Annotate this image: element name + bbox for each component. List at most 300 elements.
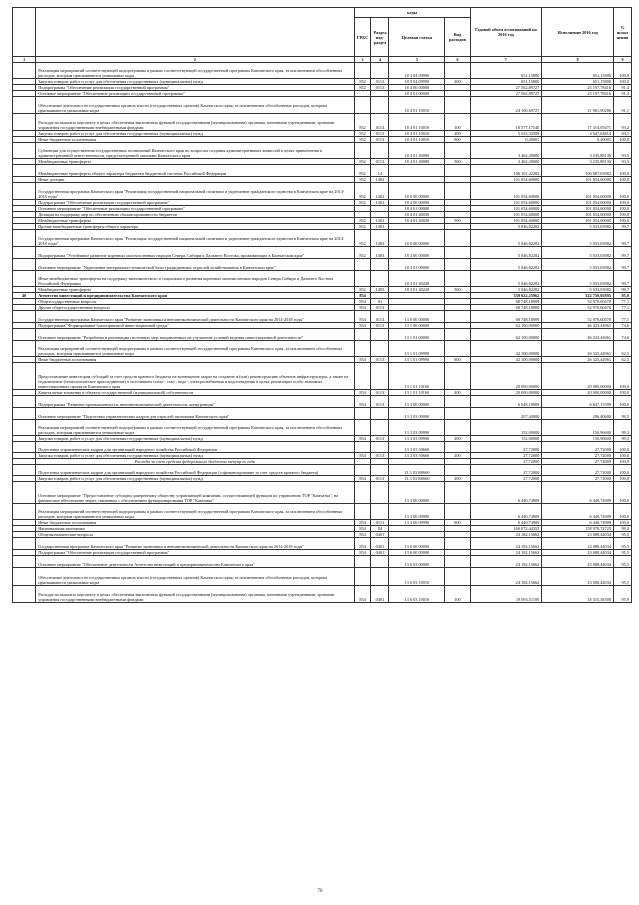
row-number (13, 259, 36, 271)
row-pct: 99,7 (614, 287, 632, 293)
row-razdel (371, 556, 389, 568)
row-grbs (354, 442, 371, 453)
row-grbs: 852 (354, 131, 371, 137)
row-vid (445, 482, 470, 504)
row-grbs: 854 (354, 311, 371, 323)
row-razdel: 0113 (371, 390, 389, 396)
row-number (13, 97, 36, 114)
row-name: Подпрограмма "Формирование благоприятной инвестиционной среды" (36, 323, 354, 329)
row-name: Межбюджетные трансферты (36, 159, 354, 165)
row-fact: 23 088,44034 (542, 538, 614, 550)
row-pct: 100,0 (614, 504, 632, 520)
row-pct: 100,0 (614, 396, 632, 408)
row-plan: 24 182,15662 (470, 556, 542, 568)
row-plan: 68 748,18909 (470, 305, 542, 311)
row-plan: 651,15800 (470, 63, 542, 79)
row-name: Субвенции для осуществления государственных полномочий Камчатского края по вопросам создания административных комиссий в целях привлечения к административной ответственности, предусмотренной законами Камчатского края (36, 143, 354, 159)
row-number: 40 (13, 293, 36, 299)
row-fact: 26 323,44961 (542, 341, 614, 357)
row-pct: 93,5 (614, 143, 632, 159)
row-number (13, 465, 36, 476)
row-pct: 99,7 (614, 247, 632, 259)
header-razdel: Раздел, под-раздел (371, 18, 389, 57)
page-number: 70 (317, 889, 323, 894)
row-grbs: 852 (354, 85, 371, 91)
row-target: 13 0 00 00000 (389, 311, 445, 323)
row-razdel: 1402 (371, 200, 389, 206)
row-grbs: 854 (354, 390, 371, 396)
row-fact: 3 235,88130 (542, 143, 614, 159)
row-target: 18 3 00 00000 (389, 247, 445, 259)
row-pct: 100,0 (614, 200, 632, 206)
row-fact: 651,15800 (542, 63, 614, 79)
row-plan: 20 000,00000 (470, 363, 542, 390)
row-name: Реализация мероприятий соответствующей подпрограммы в рамках соответствующей государственной программы Камчатского края, за исключением обособленных расходов, которым присваиваются уникальные коды (36, 420, 354, 436)
table-row (13, 247, 632, 259)
table-row (13, 363, 632, 390)
row-razdel: 1403 (371, 224, 389, 230)
row-target: 13 3 03 50660 (389, 442, 445, 453)
budget-report-sheet (12, 7, 632, 887)
row-plan: 5 046,82282 (470, 247, 542, 259)
row-pct: 100,0 (614, 459, 632, 465)
row-vid (445, 408, 470, 420)
row-vid (445, 504, 470, 520)
row-grbs (354, 363, 371, 390)
row-fact: 101 054,60000 (542, 218, 614, 224)
row-pct: 93,2 (614, 114, 632, 131)
row-target: 18 4 01 10010 (389, 137, 445, 143)
row-fact: 4 647,64814 (542, 131, 614, 137)
row-number (13, 363, 36, 390)
row-pct: 84,1 (614, 131, 632, 137)
row-grbs (354, 143, 371, 159)
row-grbs: 854 (354, 293, 371, 299)
row-vid: 500 (445, 218, 470, 224)
header-target: Целевая статья (389, 18, 445, 57)
row-vid: 100 (445, 586, 470, 603)
row-plan: 24 182,15662 (470, 532, 542, 538)
row-target: 18 4 00 00000 (389, 200, 445, 206)
row-number (13, 538, 36, 550)
header-vid: Вид расходов (445, 18, 470, 57)
header-index: 7 (470, 57, 542, 63)
row-name: Подпрограмма "Устойчивое развитие коренных малочисленных народов Севера, Сибири и Дальнего Востока, проживающих в Камчатском крае" (36, 247, 354, 259)
row-fact: 101 054,60000 (542, 212, 614, 218)
row-name: Подготовка управленческих кадров для организаций народного хозяйства Российской Федерации (36, 442, 354, 453)
row-target: 18 0 00 00000 (389, 230, 445, 247)
row-target: 18 4 00 00000 (389, 85, 445, 91)
row-plan: 24 182,15662 (470, 538, 542, 550)
row-razdel: 0113 (371, 357, 389, 363)
row-razdel (371, 363, 389, 390)
row-pct: 62,5 (614, 357, 632, 363)
row-fact: 20 000,00000 (542, 390, 614, 396)
row-plan: 101 054,60000 (470, 218, 542, 224)
row-razdel: 1402 (371, 177, 389, 183)
row-grbs: 852 (354, 137, 371, 143)
row-razdel: 0113 (371, 323, 389, 329)
row-name: Основное мероприятие "Обеспечение реализации государственной программы" (36, 206, 354, 212)
row-name: Основное мероприятие "Предоставление субсидии доверенному обществу управляющей компании, осуществляющей функции по управлению ТОР "Камчатка", на финансовое обеспечение затрат, связанных с обеспечением функционирования ТОР "Камчатка" (36, 482, 354, 504)
row-fact: 5 033,03982 (542, 271, 614, 287)
row-pct: 100,0 (614, 137, 632, 143)
row-name: Иные бюджетные ассигнования (36, 357, 354, 363)
row-razdel: 1403 (371, 247, 389, 259)
row-grbs: 854 (354, 453, 371, 459)
header-name (36, 8, 354, 57)
row-fact: 23 088,44034 (542, 532, 614, 538)
row-fact: 27,72000 (542, 476, 614, 482)
row-plan: 24 182,15662 (470, 550, 542, 556)
row-vid (445, 247, 470, 259)
row-razdel (371, 442, 389, 453)
row-target: 13 1 01 10160 (389, 390, 445, 396)
row-pct: 100,0 (614, 520, 632, 526)
row-plan: 101 054,60000 (470, 200, 542, 206)
row-vid (445, 538, 470, 550)
row-vid (445, 311, 470, 323)
row-plan: 6 648,18909 (470, 396, 542, 408)
row-fact: 46 323,44961 (542, 329, 614, 341)
row-plan: 24 182,15662 (470, 568, 542, 586)
row-plan: 5 046,82282 (470, 224, 542, 230)
row-pct: 95,5 (614, 550, 632, 556)
row-number (13, 568, 36, 586)
row-pct: 100,0 (614, 206, 632, 212)
row-pct: 100,0 (614, 442, 632, 453)
row-plan: 27,72000 (470, 442, 542, 453)
row-name: Основное мероприятие "Подготовка управленческих кадров для отраслей экономики Камчатского края" (36, 408, 354, 420)
row-name: Предоставление инвесторам субсидий за счет средств краевого бюджета на возмещение затрат на создание и (или) реконструкцию объектов инфраструктуры, а также на подключение (технологическое присоединение) к источникам тепло-, газо-, водо-, электроснабжения и водоотведения в целях реализации особо значимых инвестиционных проектов Камчатского края (36, 363, 354, 390)
row-razdel (371, 97, 389, 114)
row-target: 13 3 03 00000 (389, 408, 445, 420)
row-name: Иные бюджетные ассигнования (36, 520, 354, 526)
table-row (13, 556, 632, 568)
row-target: 18 4 01 40080 (389, 143, 445, 159)
row-vid (445, 97, 470, 114)
row-grbs (354, 259, 371, 271)
row-razdel: 0113 (371, 85, 389, 91)
row-pct: 100,0 (614, 453, 632, 459)
row-grbs: 854 (354, 436, 371, 442)
row-grbs (354, 482, 371, 504)
row-razdel (371, 420, 389, 436)
row-pct: 99,7 (614, 259, 632, 271)
row-plan: 651,15800 (470, 79, 542, 85)
row-name: Национальная экономика (36, 526, 354, 532)
row-name: Межбюджетные трансферты (36, 287, 354, 293)
row-number (13, 341, 36, 357)
row-plan: 27,72000 (470, 465, 542, 476)
row-pct: 95,5 (614, 556, 632, 568)
row-vid: 400 (445, 390, 470, 396)
row-plan: 3 462,20000 (470, 159, 542, 165)
row-fact: 23 088,44034 (542, 556, 614, 568)
row-razdel: 0113 (371, 396, 389, 408)
row-target: 18 3 01 00000 (389, 259, 445, 271)
row-grbs (354, 63, 371, 79)
row-fact: 25 197,78416 (542, 85, 614, 91)
row-pct: 100,0 (614, 165, 632, 177)
row-target: 13 6 03 00000 (389, 556, 445, 568)
row-fact: 25 197,78416 (542, 91, 614, 97)
row-name: Общеэкономические вопросы (36, 532, 354, 538)
row-target: 13 3 06 00000 (389, 482, 445, 504)
row-grbs: 854 (354, 476, 371, 482)
row-grbs (354, 556, 371, 568)
row-fact: 23 088,44034 (542, 568, 614, 586)
row-name: Агентство инвестиций и предпринимательства Камчатского края (36, 293, 354, 299)
row-target: 13 3 03 R0660 (389, 465, 445, 476)
row-grbs (354, 271, 371, 287)
row-number (13, 408, 36, 420)
row-target: 18 4 01 10010 (389, 97, 445, 114)
row-fact: 21 961,90286 (542, 97, 614, 114)
row-grbs: 854 (354, 396, 371, 408)
row-fact: 52 970,60470 (542, 299, 614, 305)
row-pct: 100,0 (614, 476, 632, 482)
row-target: 13 1 01 09990 (389, 357, 445, 363)
row-razdel: 0401 (371, 586, 389, 603)
row-grbs: 854 (354, 305, 371, 311)
row-pct: 100,0 (614, 183, 632, 200)
row-name: Обеспечение деятельности государственных органов власти (государственных органов) Камчатского края, за исключением обособленных расходов, которым присваиваются уникальные коды (36, 97, 354, 114)
row-name: Основное мероприятие "Укрепление материально-технической базы традиционных отраслей хозяйствования в Камчатском крае" (36, 259, 354, 271)
row-razdel: 0113 (371, 305, 389, 311)
row-vid (445, 183, 470, 200)
row-pct: 95,5 (614, 532, 632, 538)
row-vid (445, 143, 470, 159)
row-name: Реализация мероприятий соответствующей подпрограммы в рамках соответствующей государственной программы Камчатского края, за исключением обособленных расходов, которым присваиваются уникальные коды (36, 341, 354, 357)
row-razdel: 1402 (371, 183, 389, 200)
row-fact: 101 054,60000 (542, 177, 614, 183)
row-grbs: 854 (354, 538, 371, 550)
row-razdel (371, 568, 389, 586)
table-row (13, 420, 632, 436)
row-grbs: 852 (354, 287, 371, 293)
table-row (13, 329, 632, 341)
row-pct: 99,7 (614, 271, 632, 287)
row-name: Иные дотации (36, 177, 354, 183)
row-number (13, 504, 36, 520)
row-vid: 800 (445, 520, 470, 526)
row-plan: 42 100,00000 (470, 341, 542, 357)
row-vid (445, 259, 470, 271)
row-target: 18 0 00 00000 (389, 183, 445, 200)
row-target: 18 3 04 09990 (389, 63, 445, 79)
row-target: 13 1 01 10160 (389, 363, 445, 390)
row-pct: 77,1 (614, 311, 632, 323)
row-fact: 17 314,05471 (542, 114, 614, 131)
row-grbs (354, 568, 371, 586)
row-plan: 5 046,82282 (470, 287, 542, 293)
row-pct: 100,0 (614, 79, 632, 85)
row-grbs: 852 (354, 79, 371, 85)
row-razdel: 0113 (371, 137, 389, 143)
row-number (13, 396, 36, 408)
row-vid: 200 (445, 476, 470, 482)
row-grbs (354, 504, 371, 520)
header-index: 4 (371, 57, 389, 63)
row-fact: 5 033,03982 (542, 224, 614, 230)
row-grbs: 852 (354, 200, 371, 206)
row-pct: 62,5 (614, 341, 632, 357)
row-razdel: 0113 (371, 79, 389, 85)
row-plan: 101 054,60000 (470, 183, 542, 200)
row-fact: 46 323,44961 (542, 323, 614, 329)
row-grbs: 852 (354, 114, 371, 131)
row-fact: 6 440,74909 (542, 520, 614, 526)
row-target: 13 6 03 10010 (389, 568, 445, 586)
row-grbs: 852 (354, 224, 371, 230)
table-row (13, 442, 632, 453)
row-plan: 42 100,00000 (470, 357, 542, 363)
row-pct: 99,3 (614, 526, 632, 532)
row-plan: 62 100,00000 (470, 323, 542, 329)
row-pct: 99,7 (614, 230, 632, 247)
row-razdel: 0401 (371, 538, 389, 550)
row-fact: 27,72000 (542, 459, 614, 465)
row-number (13, 311, 36, 323)
header-grbs: ГРБС (354, 18, 371, 57)
row-grbs: 852 (354, 218, 371, 224)
row-number (13, 482, 36, 504)
row-pct: 100,0 (614, 218, 632, 224)
row-fact: 27,72000 (542, 453, 614, 459)
row-plan: 101 054,60000 (470, 177, 542, 183)
row-fact: 27,72000 (542, 465, 614, 476)
row-plan: 152,00000 (470, 420, 542, 436)
row-plan: 152,00000 (470, 436, 542, 442)
row-target: 13 3 03 09990 (389, 436, 445, 442)
row-plan: 19 093,51100 (470, 586, 542, 603)
row-razdel: 0113 (371, 114, 389, 131)
row-pct: 95,0 (614, 293, 632, 299)
row-target: 13 1 00 00000 (389, 323, 445, 329)
row-name: Капитальные вложения в объекты государственной (муниципальной) собственности (36, 390, 354, 396)
row-target: 18 4 01 10010 (389, 131, 445, 137)
table-row (13, 143, 632, 159)
row-plan: 68 748,18909 (470, 311, 542, 323)
row-name: Государственная программа Камчатского края "Реализация государственной национальной политики и укрепление гражданского единства в Камчатском крае на 2014-2018 годы" (36, 230, 354, 247)
row-grbs: 852 (354, 230, 371, 247)
row-fact: 150,96600 (542, 420, 614, 436)
row-name: Прочие межбюджетные трансферты общего характера (36, 224, 354, 230)
row-fact: 5 033,03982 (542, 287, 614, 293)
table-row (13, 165, 632, 177)
row-name: Подпрограмма "Обеспечение реализации государственной программы" (36, 550, 354, 556)
row-pct: 100,0 (614, 363, 632, 390)
row-plan: 6 440,74909 (470, 504, 542, 520)
header-index: 1 (13, 57, 36, 63)
row-razdel: 0113 (371, 453, 389, 459)
row-plan: 5 523,32586 (470, 131, 542, 137)
row-pct: 100,0 (614, 482, 632, 504)
row-vid (445, 568, 470, 586)
row-number (13, 442, 36, 453)
row-plan: 5 046,82282 (470, 259, 542, 271)
row-plan: 6 440,74909 (470, 520, 542, 526)
row-fact: 101 054,60000 (542, 206, 614, 212)
row-plan: 27 562,89727 (470, 91, 542, 97)
row-razdel: 1403 (371, 230, 389, 247)
row-fact: 106 087,03982 (542, 165, 614, 177)
row-name: Реализация мероприятий соответствующей подпрограммы в рамках соответствующей государственной программы Камчатского края, за исключением обособленных расходов, которым присваиваются уникальные коды (36, 63, 354, 79)
header-index: 8 (542, 57, 614, 63)
row-name: Реализация мероприятий соответствующей подпрограммы в рамках соответствующей государственной программы Камчатского края, за исключением обособленных расходов, которым присваиваются уникальные коды (36, 504, 354, 520)
row-plan: 27,72000 (470, 476, 542, 482)
row-target: 13 6 00 00000 (389, 550, 445, 556)
row-name: Межбюджетные трансферты общего характера бюджетам бюджетной системы Российской Федерации (36, 165, 354, 177)
table-row (13, 465, 632, 476)
row-target: 13 3 03 09990 (389, 420, 445, 436)
row-grbs: 854 (354, 586, 371, 603)
row-pct: 99,5 (614, 408, 632, 420)
row-plan: 3 462,20000 (470, 143, 542, 159)
table-row (13, 538, 632, 550)
row-name: Подготовка управленческих кадров для организаций народного хозяйства Российской Федерации (софинансирование за счет средств краевого бюджета) (36, 465, 354, 476)
row-number (13, 586, 36, 603)
row-vid (445, 396, 470, 408)
table-row (13, 586, 632, 603)
row-grbs (354, 465, 371, 476)
row-fact: 23 088,44034 (542, 550, 614, 556)
table-row (13, 504, 632, 520)
row-plan: 68 748,18909 (470, 299, 542, 305)
row-grbs (354, 420, 371, 436)
row-plan: 27,72000 (470, 453, 542, 459)
row-vid (445, 420, 470, 436)
row-plan: 207,44000 (470, 408, 542, 420)
row-grbs: 854 (354, 526, 371, 532)
row-razdel (371, 465, 389, 476)
row-vid (445, 230, 470, 247)
row-razdel (371, 329, 389, 341)
row-razdel (371, 504, 389, 520)
row-target (389, 165, 445, 177)
row-fact: 158 978,72725 (542, 526, 614, 532)
row-plan: 6 440,74909 (470, 482, 542, 504)
table-row (13, 259, 632, 271)
row-grbs: 852 (354, 177, 371, 183)
row-plan: 24 100,69727 (470, 97, 542, 114)
row-target: 18 3 01 40220 (389, 271, 445, 287)
row-vid (445, 341, 470, 357)
row-fact: 20 000,00000 (542, 363, 614, 390)
row-name: Подпрограмма "Развитие промышленности, внешнеэкономической деятельности, конкуренции" (36, 396, 354, 408)
row-plan: 27,72000 (470, 459, 542, 465)
row-fact: 5 033,03982 (542, 230, 614, 247)
row-fact: 6 440,74909 (542, 504, 614, 520)
row-plan: 106 101,42282 (470, 165, 542, 177)
row-number (13, 271, 36, 287)
row-vid (445, 329, 470, 341)
table-body (13, 63, 632, 603)
row-vid: 200 (445, 79, 470, 85)
row-razdel: 04 (371, 526, 389, 532)
row-razdel: 14 (371, 165, 389, 177)
row-vid (445, 363, 470, 390)
row-target: 13 3 00 00000 (389, 396, 445, 408)
row-vid: 500 (445, 159, 470, 165)
row-fact: 52 970,60470 (542, 305, 614, 311)
row-number (13, 63, 36, 79)
row-number (13, 556, 36, 568)
row-name: Иные бюджетные ассигнования (36, 137, 354, 143)
row-plan: 18 577,17140 (470, 114, 542, 131)
row-razdel (371, 271, 389, 287)
